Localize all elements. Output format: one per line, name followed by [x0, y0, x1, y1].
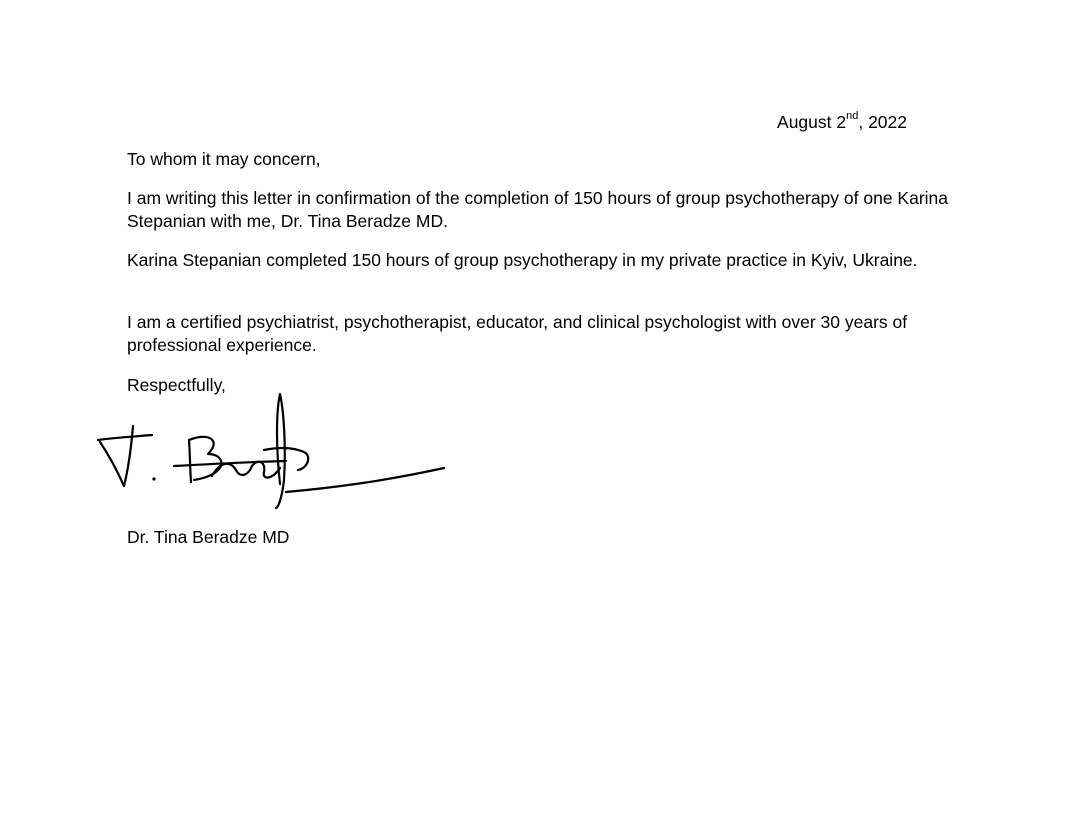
handwritten-signature-icon: [90, 388, 450, 510]
date-year: , 2022: [858, 112, 907, 132]
date-day: August 2: [777, 112, 847, 132]
paragraph-completion: Karina Stepanian completed 150 hours of group psychotherapy in my private practice in Kyiv, Ukraine.: [127, 250, 918, 270]
paragraph-credentials: I am a certified psychiatrist, psychotherapist, educator, and clinical psychologist with over 30 years of professional experience.: [127, 312, 908, 355]
salutation: To whom it may concern,: [127, 149, 321, 169]
closing: Respectfully,: [127, 375, 226, 395]
date-ordinal-suffix: nd: [846, 110, 859, 123]
signer-name: Dr. Tina Beradze MD: [127, 527, 290, 547]
paragraph-confirmation: I am writing this letter in confirmation of the completion of 150 hours of group psychotherapy of one Karina Stepanian with me, Dr. Tina Beradze MD.: [127, 188, 949, 231]
letter-date: [777, 111, 907, 134]
